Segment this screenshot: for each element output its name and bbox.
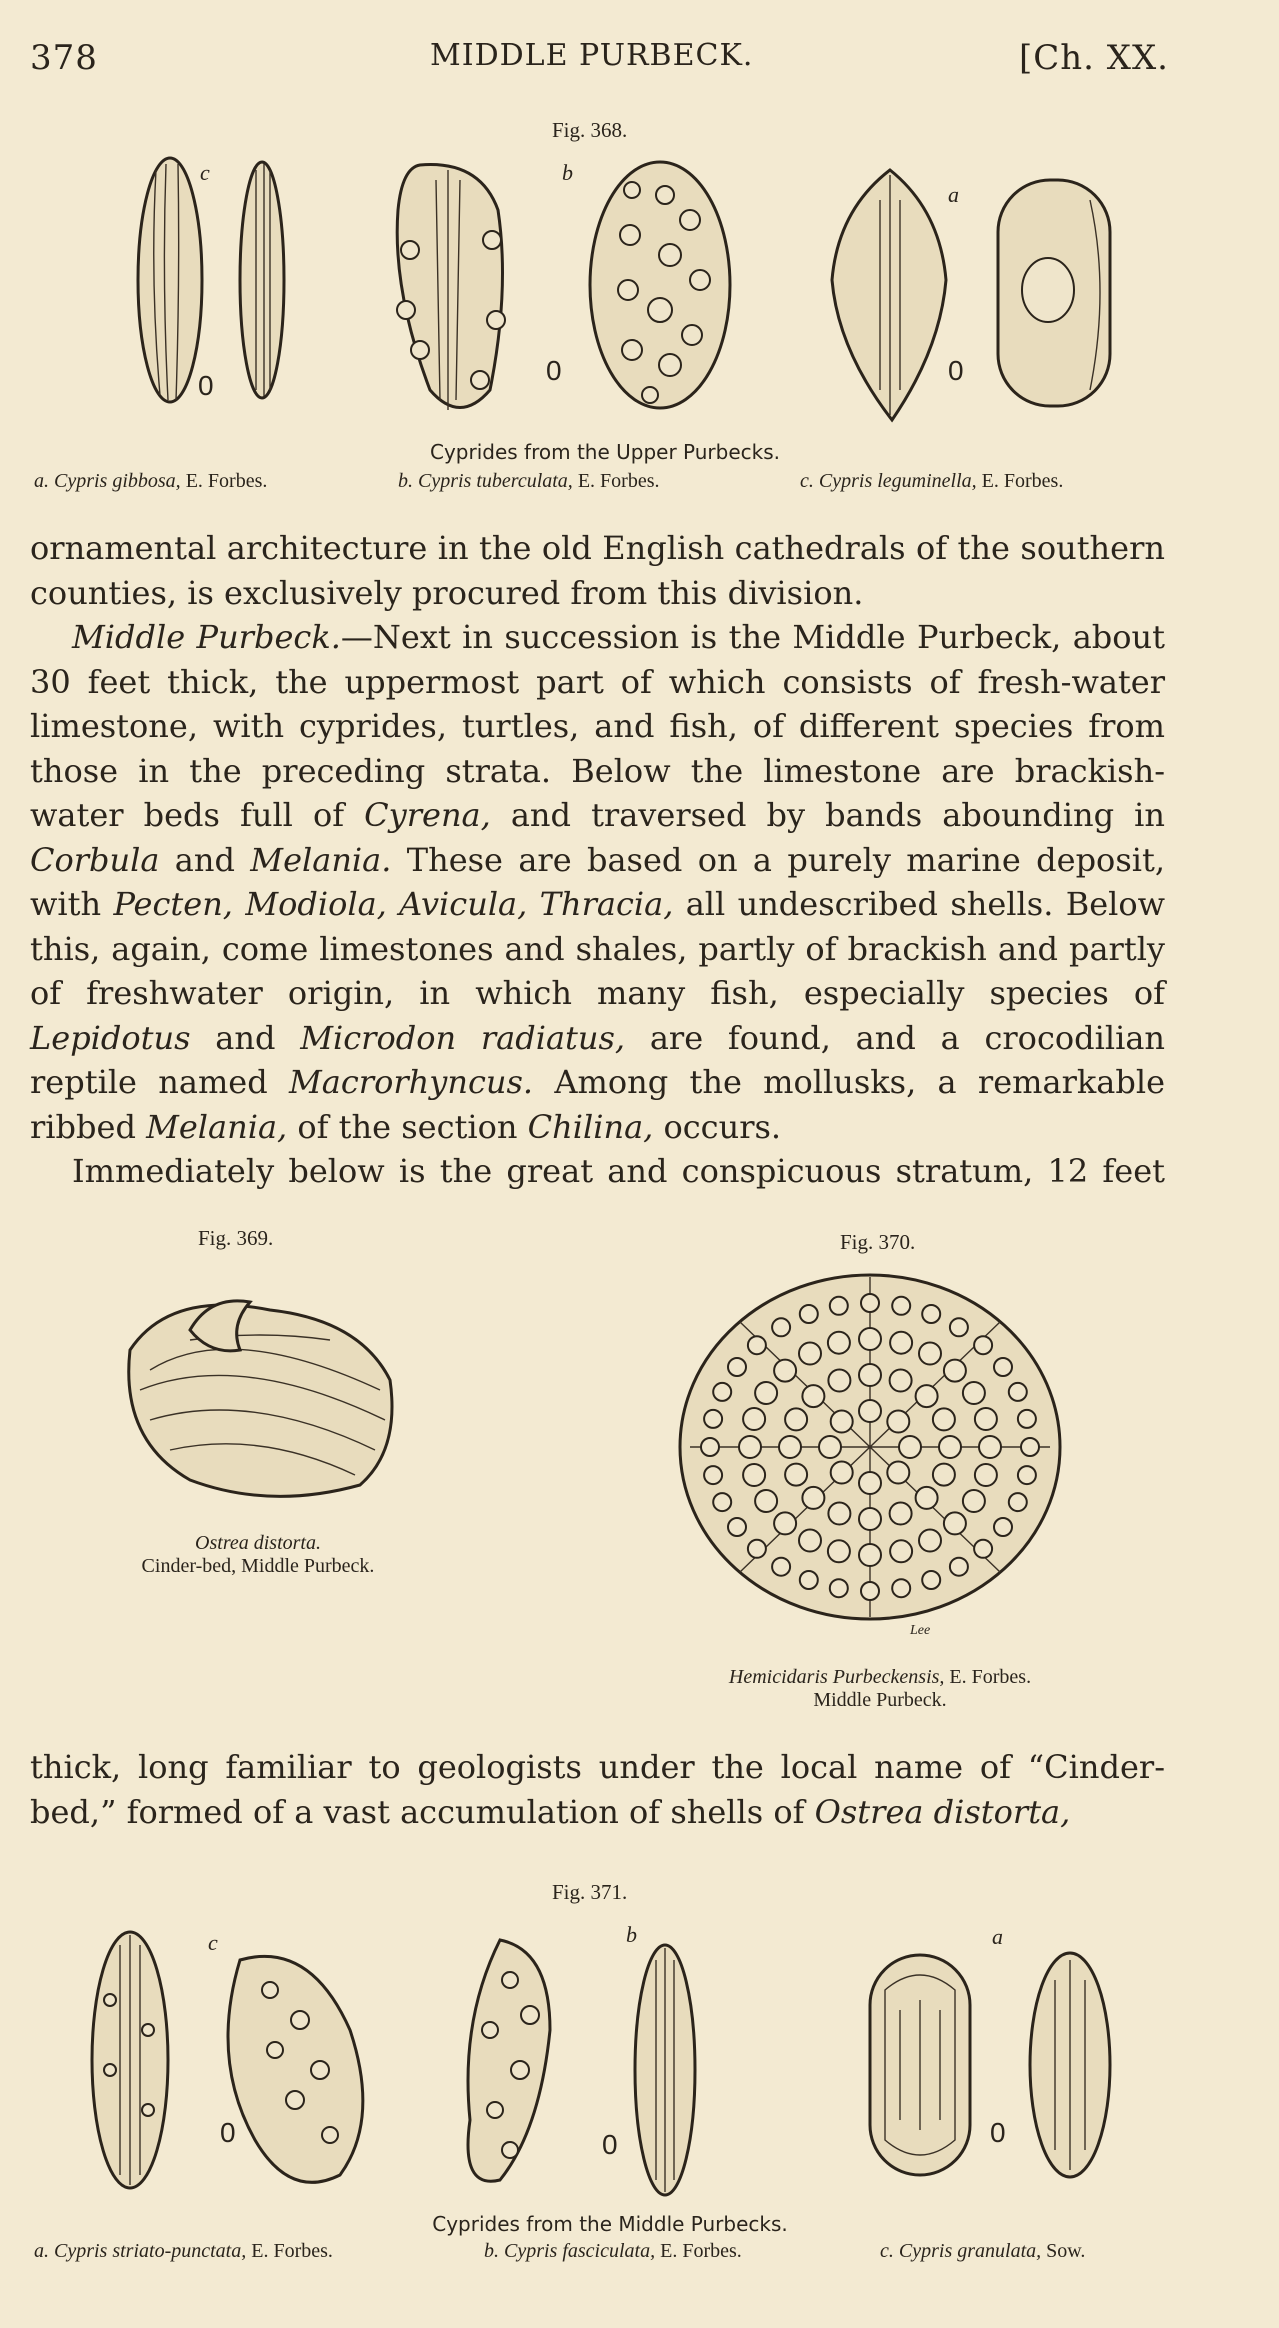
urchin-tubercle	[748, 1540, 766, 1558]
fig368-scale-b: 0	[546, 355, 562, 386]
urchin-tubercle	[974, 1540, 992, 1558]
urchin-tubercle	[830, 1579, 848, 1597]
urchin-tubercle	[739, 1436, 761, 1458]
urchin-tubercle	[892, 1297, 910, 1315]
fig368-scale-a: 0	[948, 355, 964, 386]
urchin-tubercle	[975, 1408, 997, 1430]
urchin-tubercle	[892, 1579, 910, 1597]
urchin-tubercle	[1021, 1438, 1039, 1456]
urchin-tubercle	[785, 1464, 807, 1486]
fig368-label: Fig. 368.	[552, 118, 628, 142]
running-title: MIDDLE PURBECK.	[430, 38, 754, 73]
para3-line1: Immediately below is the great and conspicuous stratum, 12 feet	[72, 1152, 1165, 1190]
page-number: 378	[30, 38, 98, 78]
urchin-tubercle	[922, 1305, 940, 1323]
urchin-tubercle	[890, 1370, 912, 1392]
fig369-species: Ostrea distorta.	[195, 1532, 321, 1554]
fig368-species-a: a. Cypris gibbosa, E. Forbes.	[34, 470, 268, 492]
urchin-tubercle	[819, 1436, 841, 1458]
fig368-cypris-leguminella-figure	[832, 170, 1110, 420]
urchin-tubercle	[713, 1383, 731, 1401]
urchin-tubercle	[1018, 1410, 1036, 1428]
urchin-tubercle	[933, 1464, 955, 1486]
urchin-tubercle	[704, 1410, 722, 1428]
urchin-tubercle	[743, 1464, 765, 1486]
fig371-scale-c: 0	[220, 2117, 236, 2148]
fig369-caption	[88, 1532, 428, 1578]
urchin-tubercle	[916, 1385, 938, 1407]
fig370-label: Fig. 370.	[840, 1230, 916, 1254]
urchin-tubercle	[774, 1512, 796, 1534]
fig368-illustration	[80, 150, 1140, 430]
urchin-tubercle	[861, 1294, 879, 1312]
urchin-tubercle	[859, 1508, 881, 1530]
urchin-tubercle	[800, 1571, 818, 1589]
fig371-mark-b: b	[626, 1922, 637, 1947]
urchin-tubercle	[859, 1544, 881, 1566]
urchin-tubercle	[950, 1558, 968, 1576]
urchin-tubercle	[979, 1436, 1001, 1458]
fig371-species-c: c. Cypris granulata, Sow.	[880, 2240, 1086, 2262]
body-text-block-2	[30, 1745, 1165, 1834]
urchin-tubercle	[994, 1358, 1012, 1376]
urchin-tubercle	[974, 1336, 992, 1354]
fig371-cypris-fasciculata-figure	[468, 1940, 695, 2195]
fig368-mark-a: a	[948, 182, 959, 207]
fig368-cypris-tuberculata-figure	[397, 162, 730, 410]
urchin-tubercle	[830, 1297, 848, 1315]
urchin-tubercle	[828, 1332, 850, 1354]
fig368-species-c: c. Cypris leguminella, E. Forbes.	[800, 470, 1064, 492]
urchin-tubercle	[975, 1464, 997, 1486]
urchin-tubercle	[994, 1518, 1012, 1536]
urchin-tubercle	[743, 1408, 765, 1430]
urchin-tubercle	[828, 1540, 850, 1562]
fig368-caption: Cyprides from the Upper Purbecks.	[429, 440, 780, 464]
fig368-mark-b: b	[562, 160, 573, 185]
urchin-tubercle	[1018, 1466, 1036, 1484]
urchin-tubercle	[802, 1487, 824, 1509]
section-heading: Middle Purbeck.	[72, 618, 341, 656]
urchin-tubercle	[963, 1382, 985, 1404]
fig371-label: Fig. 371.	[552, 1880, 628, 1904]
urchin-tubercle	[939, 1436, 961, 1458]
urchin-tubercle	[800, 1305, 818, 1323]
para2: Middle Purbeck.—Next in succession is the Middle Purbeck, about 30 feet thick, the uppermost part of which consists of fresh-water limestone, with cyprides, turtles, and fish, of different species from those in the preceding strata. Below the limestone are brackish-water beds full of Cyrena, and traversed by bands abounding in Corbula and Melania. These are based on a purely marine deposit, with Pecten, Modiola, Avicula, Thracia, all undescribed shells. Below this, again, come limestones and shales, partly of brackish and partly of freshwater origin, in which many fish, especially species of Lepidotus and Microdon radiatus, are found, and a crocodilian reptile named Macrorhyncus. Among the mollusks, a remarkable ribbed Melania, of the section Chilina, occurs.	[30, 618, 1166, 1146]
urchin-tubercle	[919, 1343, 941, 1365]
urchin-tubercle	[933, 1408, 955, 1430]
urchin-tubercle	[859, 1364, 881, 1386]
urchin-tubercle	[1009, 1383, 1027, 1401]
urchin-tubercle	[785, 1408, 807, 1430]
fig371-species-b: b. Cypris fasciculata, E. Forbes.	[484, 2240, 742, 2262]
urchin-tubercle	[887, 1462, 909, 1484]
urchin-tubercle	[828, 1503, 850, 1525]
urchin-tubercle	[748, 1336, 766, 1354]
para1-line2: counties, is exclusively procured from this division.	[30, 573, 864, 612]
fig370-locality: Middle Purbeck.	[813, 1689, 947, 1711]
urchin-tubercle	[1009, 1493, 1027, 1511]
urchin-tubercle	[755, 1490, 777, 1512]
urchin-tubercle	[944, 1360, 966, 1382]
urchin-tubercle	[701, 1438, 719, 1456]
fig371-mark-c: c	[208, 1930, 218, 1955]
para1-line1: ornamental architecture in the old English cathedrals of the southern	[30, 529, 1165, 567]
urchin-tubercle	[831, 1462, 853, 1484]
fig369-oyster-illustration	[110, 1280, 410, 1520]
urchin-tubercle	[890, 1503, 912, 1525]
body-text-block-1	[30, 526, 1165, 1194]
fig371-caption: Cyprides from the Middle Purbecks.	[432, 2212, 788, 2236]
urchin-tubercle	[831, 1411, 853, 1433]
fig370-species: Hemicidaris Purbeckensis, E. Forbes.	[728, 1666, 1032, 1688]
para4: thick, long familiar to geologists under the local name of “Cinder-bed,” formed of a vast accumulation of shells of Ostrea distorta,	[30, 1748, 1165, 1831]
urchin-tubercle	[774, 1360, 796, 1382]
urchin-tubercle	[944, 1512, 966, 1534]
urchin-tubercle	[890, 1540, 912, 1562]
fig371-species-a: a. Cypris striato-punctata, E. Forbes.	[34, 2240, 333, 2262]
fig369-label: Fig. 369.	[198, 1226, 274, 1250]
urchin-tubercle	[922, 1571, 940, 1589]
page-header	[30, 38, 1169, 78]
fig370-artist: Lee	[910, 1623, 931, 1638]
urchin-tubercle	[950, 1318, 968, 1336]
fig370-urchin-illustration	[670, 1262, 1080, 1642]
urchin-tubercle	[799, 1343, 821, 1365]
urchin-tubercle	[859, 1400, 881, 1422]
fig371-scale-b: 0	[602, 2129, 618, 2160]
urchin-tubercle	[887, 1411, 909, 1433]
urchin-tubercle	[963, 1490, 985, 1512]
urchin-tubercle	[772, 1318, 790, 1336]
urchin-tubercle	[899, 1436, 921, 1458]
fig369-locality: Cinder-bed, Middle Purbeck.	[141, 1555, 375, 1577]
fig371-illustration	[80, 1920, 1140, 2200]
urchin-tubercle	[828, 1370, 850, 1392]
urchin-tubercle	[916, 1487, 938, 1509]
fig371-mark-a: a	[992, 1924, 1003, 1949]
fig368-mark-c: c	[200, 160, 210, 185]
chapter-marker: [Ch. XX.	[1018, 38, 1169, 78]
urchin-tubercle	[802, 1385, 824, 1407]
urchin-tubercle	[919, 1530, 941, 1552]
urchin-tubercle	[861, 1582, 879, 1600]
fig371-scale-a: 0	[990, 2117, 1006, 2148]
urchin-tubercle	[704, 1466, 722, 1484]
fig368-cypris-gibbosa-figure	[138, 158, 284, 402]
urchin-tubercle	[772, 1558, 790, 1576]
urchin-tubercle	[728, 1518, 746, 1536]
urchin-tubercle	[728, 1358, 746, 1376]
fig368-species-b: b. Cypris tuberculata, E. Forbes.	[398, 470, 660, 492]
urchin-tubercle	[779, 1436, 801, 1458]
fig370-caption	[640, 1666, 1120, 1712]
urchin-tubercle	[713, 1493, 731, 1511]
urchin-tubercle	[799, 1530, 821, 1552]
urchin-tubercle	[755, 1382, 777, 1404]
urchin-tubercle	[859, 1328, 881, 1350]
urchin-tubercle	[859, 1472, 881, 1494]
urchin-tubercle	[890, 1332, 912, 1354]
fig368-scale-c: 0	[198, 370, 214, 401]
fig371-cypris-granulata-figure	[92, 1932, 363, 2188]
